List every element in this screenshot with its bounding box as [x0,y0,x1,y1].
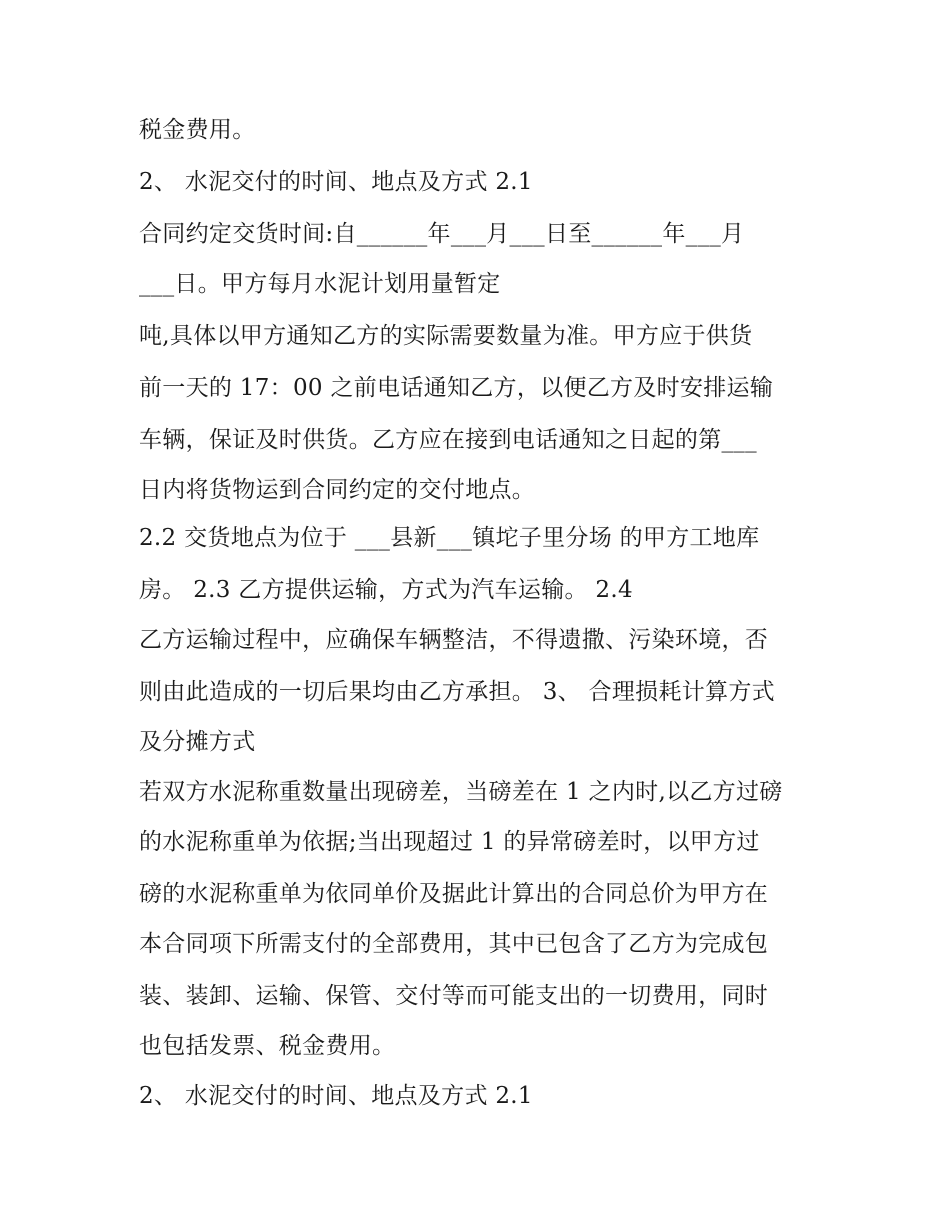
text-line: 装、装卸、运输、保管、交付等而可能支出的一切费用，同时 [139,983,769,1009]
text-line: 及分摊方式 [139,729,256,755]
text-line: 的水泥称重单为依据;当出现超过 1 的异常磅差时，以甲方过 [139,829,760,855]
text-line: 则由此造成的一切后果均由乙方承担。 3、 合理损耗计算方式 [139,679,775,705]
text-line: 若双方水泥称重数量出现磅差，当磅差在 1 之内时,以乙方过磅 [139,779,783,805]
text-line: 磅的水泥称重单为依同单价及据此计算出的合同总价为甲方在 [139,881,769,907]
text-line: ___日。甲方每月水泥计划用量暂定 [139,271,501,297]
text-line: 前一天的 17：00 之前电话通知乙方，以便乙方及时安排运输 [139,375,774,401]
text-line: 合同约定交货时间:自______年___月___日至______年___月 [139,221,745,247]
text-line: 吨,具体以甲方通知乙方的实际需要数量为准。甲方应于供货 [139,323,753,349]
text-line: 本合同项下所需支付的全部费用，其中已包含了乙方为完成包 [139,931,769,957]
section-heading: 2、 水泥交付的时间、地点及方式 2.1 [139,169,533,195]
text-line: 2.2 交货地点为位于 ___县新___镇坨子里分场 的甲方工地库 [139,525,760,551]
text-line: 房。 2.3 乙方提供运输，方式为汽车运输。 2.4 [139,577,633,603]
text-line: 税金费用。 [139,117,256,143]
text-line: 车辆，保证及时供货。乙方应在接到电话通知之日起的第___ [139,427,757,453]
text-line: 也包括发票、税金费用。 [139,1033,396,1059]
text-line: 乙方运输过程中，应确保车辆整洁，不得遗撒、污染环境，否 [139,627,769,653]
section-heading: 2、 水泥交付的时间、地点及方式 2.1 [139,1083,533,1109]
text-line: 日内将货物运到合同约定的交付地点。 [139,477,536,503]
